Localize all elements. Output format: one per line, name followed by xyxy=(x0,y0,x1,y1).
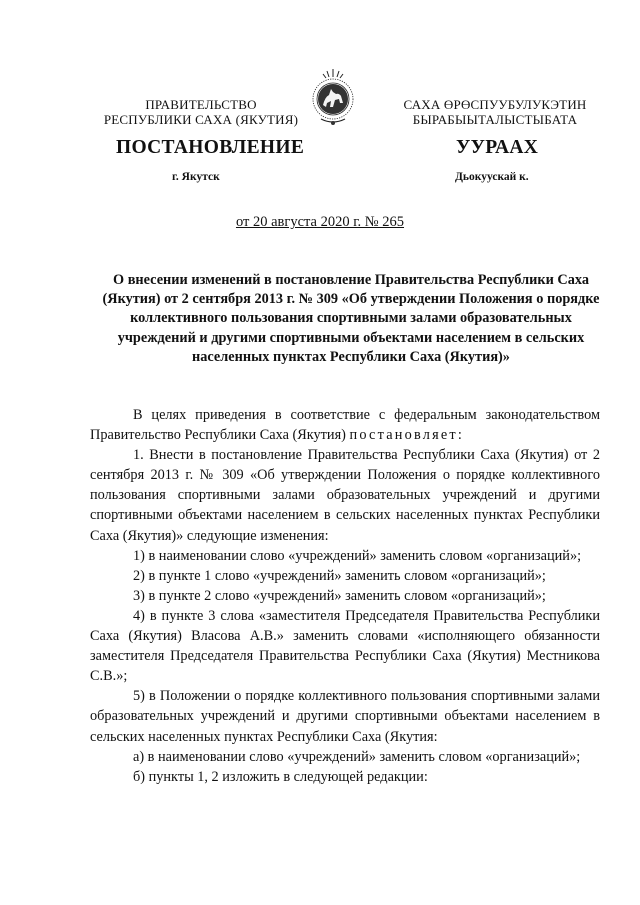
issuer-sakha-line2: БЫРАБЫЫТАЛЫСТЫБАТА xyxy=(412,112,578,127)
decree-title: О внесении изменений в постановление Правительства Республики Саха (Якутия) от 2 сентября 2013 г. № 309 «Об утверждении Положения о порядке коллективного пользования спортивными залами образовательных учреждений и другими спортивными объектами населением в сельских населенных пунктах Республики Саха (Якутия)» xyxy=(102,272,600,365)
item-4: 4) в пункте 3 слова «заместителя Председателя Правительства Республики Саха (Якутия) Власова А.В.» заменить словами «исполняющего обязанности заместителя Председателя Правительства Республики Саха (Якутия) Местникова С.В.»; xyxy=(90,607,600,685)
issuer-sakha xyxy=(380,97,610,127)
item-2: 2) в пункте 1 слово «учреждений» заменить словом «организаций»; xyxy=(133,567,546,584)
issuer-ru-line1: ПРАВИТЕЛЬСТВО xyxy=(145,97,257,112)
intro-text: В целях приведения в соответствие с федеральным законодательством Правительство Республики Саха (Якутия) xyxy=(90,407,600,444)
sakha-coat-of-arms-icon xyxy=(305,65,361,129)
issuer-sakha-line1: САХА ӨРӨСПУУБУЛУКЭТИН xyxy=(403,97,587,112)
city-ru: г. Якутск xyxy=(172,171,220,183)
intro-colon: : xyxy=(457,427,462,444)
item-1: 1) в наименовании слово «учреждений» заменить словом «организаций»; xyxy=(133,547,582,564)
decree-body xyxy=(90,405,600,787)
item-5b: б) пункты 1, 2 изложить в следующей редакции: xyxy=(133,768,428,785)
city-sakha: Дьокуускай к. xyxy=(455,171,529,183)
issuer-ru xyxy=(86,97,316,127)
item-3: 3) в пункте 2 слово «учреждений» заменить словом «организаций»; xyxy=(133,587,546,604)
paragraph-1: 1. Внести в постановление Правительства Республики Саха (Якутия) от 2 сентября 2013 г. № 309 «Об утверждении Положения о порядке коллективного пользования спортивными залами образовательных учреждений и другими спортивными объектами населением в сельских населенных пунктах Республики Саха (Якутия)» следующие изменения: xyxy=(90,447,600,544)
doc-type-ru: ПОСТАНОВЛЕНИЕ xyxy=(116,137,305,158)
decree-word: постановляет xyxy=(349,427,458,444)
decree-date-number: от 20 августа 2020 г. № 265 xyxy=(235,214,405,230)
doc-type-sakha: УУРААХ xyxy=(456,137,539,158)
item-5: 5) в Положении о порядке коллективного пользования спортивными залами образовательных учреждений и другими спортивными объектами населением в сельских населенных пунктах Республики Саха (Якутия: xyxy=(90,688,600,745)
intro-paragraph xyxy=(90,405,600,445)
item-5a: а) в наименовании слово «учреждений» заменить словом «организаций»; xyxy=(133,748,581,765)
issuer-ru-line2: РЕСПУБЛИКИ САХА (ЯКУТИЯ) xyxy=(103,112,299,127)
